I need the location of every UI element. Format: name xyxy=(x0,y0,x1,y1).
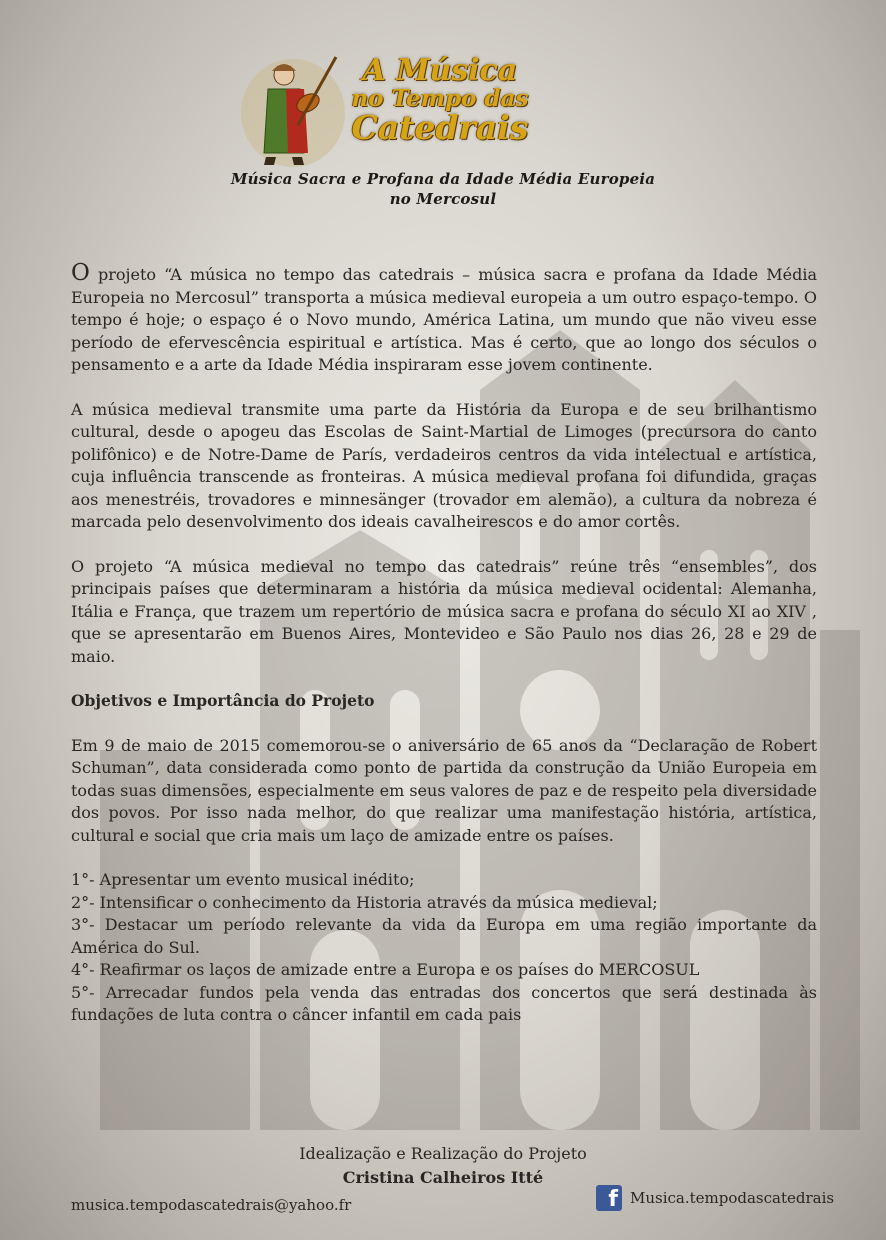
paragraph-intro xyxy=(71,262,817,377)
paragraph-intro-text: projeto “A música no tempo das catedrais – música sacra e profana da Idade Média Europeia no Mercosul” transporta a música medieval europeia a um outro espaço-tempo. O tempo é hoje; o espaço é o Novo mundo, América Latina, um mundo que não viveu esse período de efervescência espiritual e artística. Mas é certo, que ao longo dos séculos o pensamento e a arte da Idade Média inspiraram esse jovem continente. xyxy=(71,265,817,374)
objectives-list xyxy=(71,869,817,1027)
facebook-link[interactable] xyxy=(596,1185,834,1211)
poster-header xyxy=(0,45,886,225)
dropcap-letter: O xyxy=(71,260,90,286)
objective-item: 2°- Intensificar o conhecimento da Historia através da música medieval; xyxy=(71,892,658,912)
paragraph-medieval-music: A música medieval transmite uma parte da História da Europa e de seu brilhantismo cultural, desde o apogeu das Escolas de Saint-Martial de Limoges (precursora do canto polifônico) e de Notre-Dame de París, verdadeiros centros da vida intelectual e artística, cuja influência transcende as fronteiras. A música medieval profana foi difundida, graças aos menestréis, trovadores e minnesänger (trovador em alemão), a cultura da nobreza é marcada pelo desenvolvimento dos ideais cavalheirescos e do amor cortês. xyxy=(71,399,817,531)
credits-block xyxy=(0,1142,886,1190)
objective-item: 3°- Destacar um período relevante da vida da Europa em uma região importante da América do Sul. xyxy=(71,915,817,957)
paragraph-schuman: Em 9 de maio de 2015 comemorou-se o aniversário de 65 anos da “Declaração de Robert Schuman”, data considerada como ponto de partida da construção da União Europeia em todas suas dimensões, especialmente em seus valores de paz e de respeito pela diversidade dos povos. Por isso nada melhor, do que realizar uma manifestação história, artística, cultural e social que cria mais um laço de amizade entre os países. xyxy=(71,735,817,845)
logo-title xyxy=(350,55,530,145)
subtitle-line-2: no Mercosul xyxy=(389,190,497,209)
section-heading-objectives: Objetivos e Importância do Projeto xyxy=(71,691,375,710)
facebook-handle: Musica.tempodascatedrais xyxy=(630,1189,835,1207)
logo-line-1: A Música xyxy=(362,53,518,88)
logo-line-2: no Tempo das xyxy=(351,84,529,112)
subtitle-line-1: Música Sacra e Profana da Idade Média Europeia xyxy=(230,170,656,188)
paragraph-ensembles: O projeto “A música medieval no tempo das catedrais” reúne três “ensembles”, dos principais países que determinaram a história da música medieval ocidental: Alemanha, Itália e França, que trazem um repertório de música sacra e profana do século XI ao XIV , que se apresentarão em Buenos Aires, Montevideo e São Paulo nos dias 26, 28 e 29 de maio. xyxy=(71,556,817,666)
main-text xyxy=(71,262,817,1027)
medieval-fiddler-icon xyxy=(238,53,348,168)
facebook-icon: f xyxy=(596,1185,622,1211)
contact-email[interactable]: musica.tempodascatedrais@yahoo.fr xyxy=(71,1196,352,1214)
objective-item: 5°- Arrecadar fundos pela venda das entradas dos concertos que será destinada às fundações de luta contra o câncer infantil em cada pais xyxy=(71,982,817,1024)
credit-name: Cristina Calheiros Itté xyxy=(342,1168,544,1187)
objective-item: 4°- Reafirmar os laços de amizade entre a Europa e os países do MERCOSUL xyxy=(71,960,700,979)
poster-subtitle xyxy=(0,169,886,210)
objective-item: 1°- Apresentar um evento musical inédito; xyxy=(71,870,415,889)
logo-line-3: Catedrais xyxy=(351,107,529,147)
credit-label: Idealização e Realização do Projeto xyxy=(299,1144,587,1163)
